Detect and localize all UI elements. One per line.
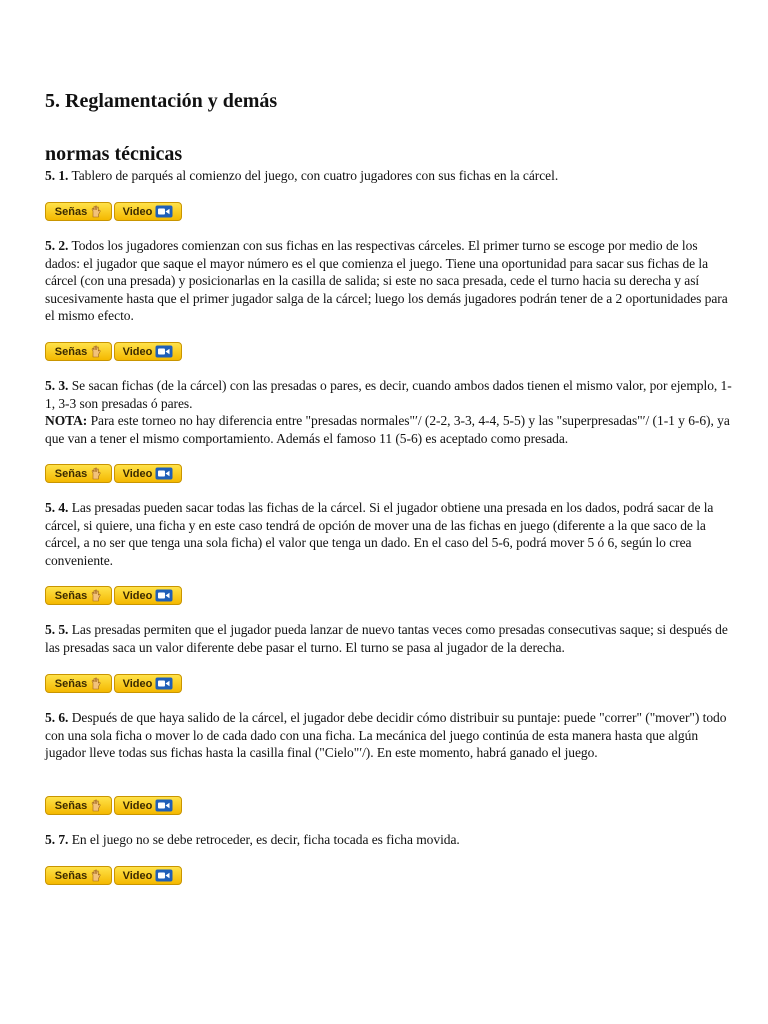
senas-button[interactable] [45,342,112,361]
video-button[interactable] [114,674,182,693]
rule-number: 5. 1. [45,168,69,183]
media-buttons [45,202,182,222]
rule-paragraph [45,621,735,656]
rule-text: Las presadas pueden sacar todas las fichas de la cárcel. Si el jugador obtiene una presada en los dados, podrá sacar de la cárcel, si quiere, una ficha y en este caso tendrá de opción de mover una de las fichas en juego (diferente a la que saco de la cárcel, a no ser que tenga una sola ficha) el valor que tenga un dado. En el caso del 5-6, podrá mover 5 ó 6, según lo crea conveniente. [45,500,714,568]
rule-text: Tablero de parqués al comienzo del juego, con cuatro jugadores con sus fichas en la cárcel. [68,168,559,183]
rule-section [45,831,735,849]
rule-section [45,499,735,569]
senas-button[interactable] [45,796,112,815]
senas-label: Señas [54,869,88,882]
video-button[interactable] [114,342,182,361]
senas-label: Señas [54,205,88,218]
rule-number: 5. 2. [45,238,69,253]
senas-button[interactable] [45,866,112,885]
hand-icon [90,345,102,358]
hand-icon [90,869,102,882]
video-camera-icon [155,677,173,690]
video-label: Video [122,799,153,812]
note-paragraph [45,412,735,447]
rule-paragraph [45,499,735,569]
hand-icon [90,677,102,690]
senas-label: Señas [54,467,88,480]
video-button[interactable] [114,464,182,483]
video-label: Video [122,467,153,480]
rule-text: Todos los jugadores comienzan con sus fichas en las respectivas cárceles. El primer turno se escoge por medio de los dados: el jugador que saque el mayor número es el que comienza el juego. Tiene una oportunidad para sacar sus fichas de la cárcel (con una presada) y posicionarlas en la casilla de salida; si este no saca presada, cede el turno hacia su derecha y así sucesivamente hasta que el primer jugador salga de la cárcel; luego los demás jugadores podrán tener de a 2 oportunidades para el mismo efecto. [45,238,728,323]
rule-paragraph [45,237,735,325]
senas-button[interactable] [45,202,112,221]
rule-paragraph [45,167,735,185]
rule-section [45,167,735,185]
rule-section [45,709,735,762]
video-button[interactable] [114,866,182,885]
media-buttons [45,674,182,694]
video-label: Video [122,205,153,218]
rule-number: 5. 7. [45,832,69,847]
rule-number: 5. 6. [45,710,69,725]
video-label: Video [122,677,153,690]
senas-label: Señas [54,345,88,358]
video-button[interactable] [114,796,182,815]
rule-text: Se sacan fichas (de la cárcel) con las presadas o pares, es decir, cuando ambos dados tienen el mismo valor, por ejemplo, 1-1, 3-3 son presadas ó pares. [45,378,732,411]
video-camera-icon [155,799,173,812]
senas-label: Señas [54,677,88,690]
rule-paragraph [45,709,735,762]
rule-number: 5. 5. [45,622,69,637]
page-subtitle: normas técnicas [45,143,183,165]
rule-text: En el juego no se debe retroceder, es decir, ficha tocada es ficha movida. [68,832,460,847]
senas-button[interactable] [45,464,112,483]
media-buttons [45,342,182,362]
senas-label: Señas [54,589,88,602]
page-title: 5. Reglamentación y demás [45,90,278,112]
rule-number: 5. 4. [45,500,69,515]
video-button[interactable] [114,586,182,605]
rule-text: Después de que haya salido de la cárcel, el jugador debe decidir cómo distribuir su puntaje: puede "correr" ("mover") todo con una sola ficha o mover lo de cada dado con una ficha. La mecánica del juego continúa de esta manera hasta que algún jugador lleve todas sus fichas hasta la casilla final ("Cielo"′/). En este momento, habrá ganado el juego. [45,710,727,760]
rule-section [45,377,735,447]
video-label: Video [122,345,153,358]
video-camera-icon [155,345,173,358]
rule-number: 5. 3. [45,378,69,393]
video-camera-icon [155,467,173,480]
hand-icon [90,205,102,218]
rule-section [45,237,735,325]
media-buttons [45,866,182,886]
senas-button[interactable] [45,586,112,605]
senas-label: Señas [54,799,88,812]
rule-section [45,621,735,656]
rule-text: Las presadas permiten que el jugador pueda lanzar de nuevo tantas veces como presadas consecutivas saque; si después de las presadas saca un valor diferente debe pasar el turno. El turno se pasa al jugador de la derecha. [45,622,728,655]
hand-icon [90,467,102,480]
video-camera-icon [155,869,173,882]
media-buttons [45,464,182,484]
rule-paragraph [45,831,735,849]
media-buttons [45,586,182,606]
video-button[interactable] [114,202,182,221]
video-camera-icon [155,205,173,218]
senas-button[interactable] [45,674,112,693]
note-label: NOTA: [45,413,88,428]
hand-icon [90,589,102,602]
video-label: Video [122,869,153,882]
hand-icon [90,799,102,812]
rule-paragraph [45,377,735,412]
video-label: Video [122,589,153,602]
video-camera-icon [155,589,173,602]
note-text: Para este torneo no hay diferencia entre "presadas normales"′/ (2-2, 3-3, 4-4, 5-5) y las "superpresadas"′/ (1-1 y 6-6), ya que van a tener el mismo comportamiento. Además el famoso 11 (5-6) es aceptado como presada. [45,413,730,446]
media-buttons [45,796,182,816]
